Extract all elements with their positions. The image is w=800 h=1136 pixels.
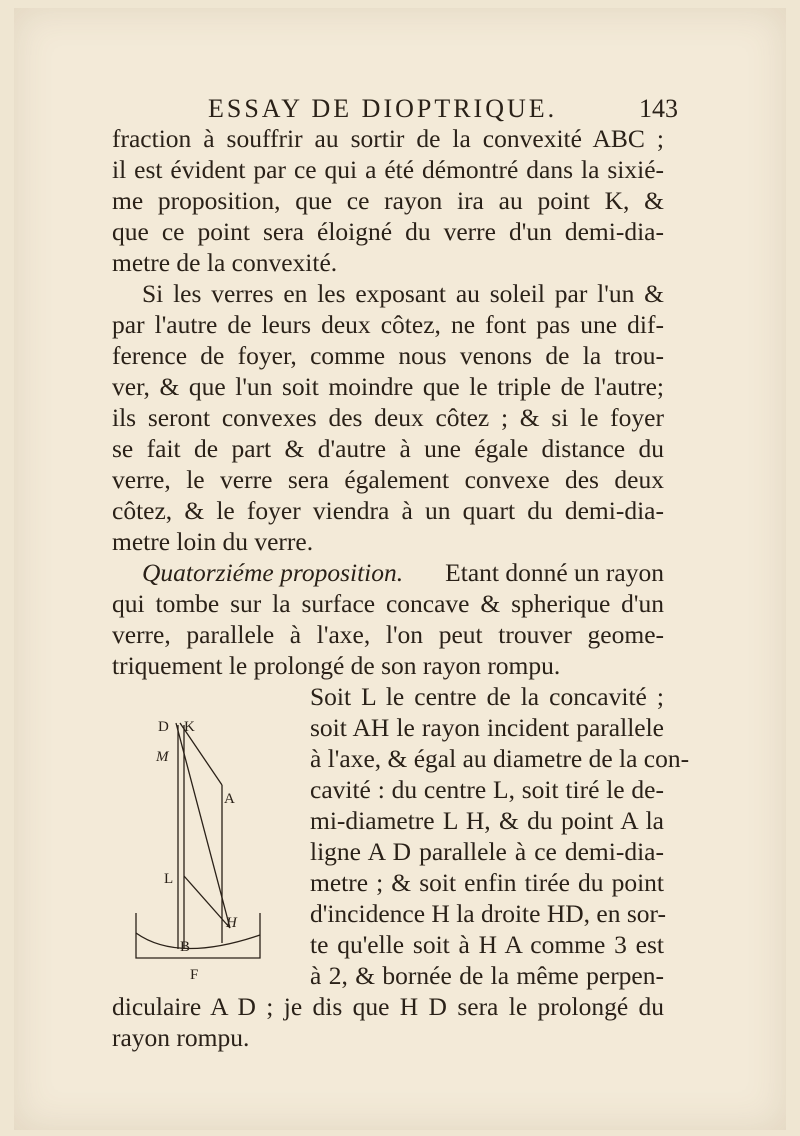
text-line: ligne A D parallele à ce demi-dia- — [310, 837, 664, 866]
text-line: te qu'elle soit à H A comme 3 est — [310, 930, 664, 959]
page-number: 143 — [639, 94, 678, 123]
text-line: à l'axe, & égal au diametre de la con- — [310, 744, 690, 773]
text-line: il est évident par ce qui a été démontré dans la sixié- — [112, 155, 664, 184]
text-line: cavité : du centre L, soit tiré le de- — [310, 775, 664, 804]
lens-frame — [136, 913, 260, 958]
label-h: H — [226, 915, 237, 931]
label-m: M — [156, 749, 169, 765]
text-line: qui tombe sur la surface concave & spherique d'un — [112, 589, 664, 618]
text-line: à 2, & bornée de la même perpen- — [310, 961, 664, 990]
text-line: metre ; & soit enfin tirée du point — [310, 868, 664, 897]
text-line: ver, & que l'un soit moindre que le triple de l'autre; — [112, 372, 664, 401]
text-line: verre, le verre sera également convexe des deux — [112, 465, 664, 494]
text-line: triquement le prolongé de son rayon rompu. — [112, 651, 561, 680]
text-line: d'incidence H la droite HD, en sor- — [310, 899, 667, 928]
label-l: L — [164, 871, 174, 887]
text-line: me proposition, que ce rayon ira au point K, & — [112, 186, 664, 215]
figure-svg — [118, 713, 278, 988]
label-d: D — [158, 719, 169, 735]
label-k: K — [184, 719, 195, 735]
book-page — [14, 8, 786, 1130]
concave-surface — [136, 933, 260, 949]
label-b: B — [180, 939, 191, 955]
text-line: metre de la convexité. — [112, 248, 338, 277]
text-line: ils seront convexes des deux côtez ; & si le foyer — [112, 403, 664, 432]
text-fragment: Etant donné un rayon — [445, 558, 664, 587]
label-a: A — [224, 791, 235, 807]
text-line: rayon rompu. — [112, 1023, 250, 1052]
text-line: par l'autre de leurs deux côtez, ne font pas une dif- — [112, 310, 664, 339]
text-line: diculaire A D ; je dis que H D sera le prolongé du — [112, 992, 664, 1021]
running-head — [208, 94, 678, 128]
text-line: côtez, & le foyer viendra à un quart du demi-dia- — [112, 496, 664, 525]
geometric-figure — [118, 713, 278, 988]
text-line: que ce point sera éloigné du verre d'un demi-dia- — [112, 217, 664, 246]
text-line: metre loin du verre. — [112, 527, 314, 556]
running-title: ESSAY DE DIOPTRIQUE. — [208, 94, 558, 123]
text-line: soit AH le rayon incident parallele — [310, 713, 664, 742]
text-line: se fait de part & d'autre à une égale distance du — [112, 434, 664, 463]
proposition-line — [142, 558, 664, 588]
text-line: ference de foyer, comme nous venons de la trou- — [112, 341, 664, 370]
text-line: verre, parallele à l'axe, l'on peut trouver geome- — [112, 620, 664, 649]
text-line: Si les verres en les exposant au soleil par l'un & — [142, 279, 664, 308]
text-line: mi-diametre L H, & du point A la — [310, 806, 664, 835]
proposition-heading: Quatorziéme proposition. — [142, 558, 404, 587]
text-line: fraction à souffrir au sortir de la convexité ABC ; — [112, 124, 664, 153]
text-line: Soit L le centre de la concavité ; — [310, 682, 664, 711]
label-f: F — [190, 967, 199, 983]
